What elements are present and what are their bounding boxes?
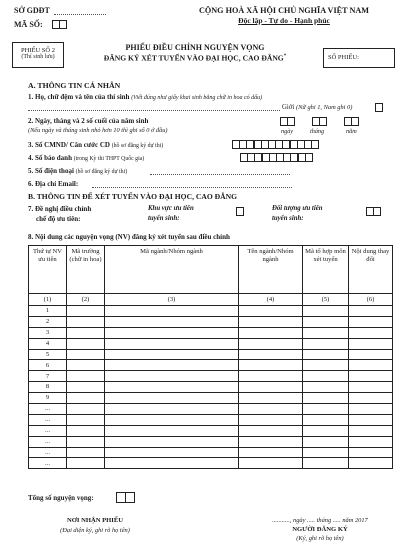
table-cell[interactable] [67, 349, 105, 360]
table-cell[interactable] [105, 404, 239, 415]
field-6-label: 6. Địa chỉ Email: [28, 180, 79, 188]
col-header-ten-nganh: Tên ngành/Nhóm ngành [239, 246, 303, 294]
table-cell[interactable] [303, 349, 349, 360]
nam-boxes[interactable] [344, 117, 359, 126]
date-line: ..........., ngày ..... tháng ..... năm 2017 [272, 517, 368, 524]
phone-input[interactable] [150, 168, 290, 175]
row-order: ... [29, 447, 67, 458]
so-phieu-label: SỐ PHIẾU: [328, 54, 359, 61]
phieu-so: PHIẾU SỐ 2 [21, 47, 55, 54]
table-cell[interactable] [349, 349, 393, 360]
table-cell[interactable] [67, 382, 105, 393]
ma-so-label: MÃ SỐ: [14, 20, 43, 29]
table-cell[interactable] [349, 425, 393, 436]
table-cell[interactable] [349, 436, 393, 447]
noi-nhan-label: NƠI NHẬN PHIẾU [66, 517, 124, 524]
table-cell[interactable] [349, 414, 393, 425]
field-1-note: (Viết đúng như giấy khai sinh bằng chữ in hoa có dấu) [131, 95, 263, 101]
field-7-label-2: chế độ ưu tiên: [36, 215, 81, 223]
thang-boxes[interactable] [312, 117, 327, 126]
table-cell[interactable] [303, 404, 349, 415]
col-header-ma-truong: Mã trường (chữ in hoa) [67, 246, 105, 294]
field-1-row [28, 93, 262, 102]
doi-tuong-label-1: Đối tượng ưu tiên [272, 205, 323, 212]
table-row [29, 338, 393, 349]
table-cell[interactable] [105, 349, 239, 360]
table-cell[interactable] [303, 436, 349, 447]
table-cell[interactable] [105, 360, 239, 371]
table-cell[interactable] [67, 425, 105, 436]
table-cell[interactable] [105, 393, 239, 404]
table-row [29, 458, 393, 469]
row-order: 7 [29, 371, 67, 382]
nguyen-vong-table [28, 245, 393, 469]
table-cell[interactable] [67, 360, 105, 371]
col-header-ma-to-hop: Mã tổ hợp môn xét tuyển [303, 246, 349, 294]
table-cell[interactable] [349, 316, 393, 327]
column-number: (4) [239, 294, 303, 306]
table-cell[interactable] [349, 404, 393, 415]
table-row [29, 425, 393, 436]
table-cell[interactable] [239, 371, 303, 382]
so-gddt-label: SỞ GDĐT [14, 6, 50, 15]
row-order: 6 [29, 360, 67, 371]
khu-vuc-label-2: tuyển sinh: [148, 215, 180, 222]
table-cell[interactable] [67, 404, 105, 415]
column-number: (5) [303, 294, 349, 306]
table-row [29, 382, 393, 393]
field-7-label-1: 7. Đề nghị điều chỉnh [28, 205, 92, 213]
table-cell[interactable] [239, 393, 303, 404]
gioi-box[interactable] [375, 103, 383, 112]
table-cell[interactable] [239, 436, 303, 447]
row-order: 2 [29, 316, 67, 327]
row-order: 8 [29, 382, 67, 393]
table-cell[interactable] [349, 382, 393, 393]
phieu-note: (Thí sinh lưu) [21, 54, 55, 61]
table-cell[interactable] [239, 447, 303, 458]
ngay-caption: ngày [281, 128, 294, 135]
table-cell[interactable] [105, 371, 239, 382]
table-cell[interactable] [67, 306, 105, 317]
doi-tuong-boxes[interactable] [366, 207, 381, 216]
table-cell[interactable] [67, 338, 105, 349]
table-cell[interactable] [239, 382, 303, 393]
section-a-title: A. THÔNG TIN CÁ NHÂN [28, 81, 121, 90]
ngay-boxes[interactable] [280, 117, 295, 126]
field-4-row: 4. Số báo danh (trong Kỳ thi THPT Quốc gia) [28, 154, 145, 162]
field-3-row: 3. Số CMND/ Căn cước CD (hồ sơ đăng ký dự thi) [28, 141, 164, 149]
email-input[interactable] [92, 181, 292, 188]
table-cell[interactable] [303, 425, 349, 436]
table-cell[interactable] [349, 327, 393, 338]
table-cell[interactable] [349, 360, 393, 371]
table-cell[interactable] [105, 447, 239, 458]
table-cell[interactable] [239, 316, 303, 327]
table-row [29, 316, 393, 327]
table-cell[interactable] [303, 393, 349, 404]
table-row [29, 371, 393, 382]
nam-caption: năm [346, 128, 357, 135]
field-5-row: 5. Số điện thoại (hồ sơ đăng ký dự thi) [28, 167, 128, 175]
form-title-1: PHIẾU ĐIỀU CHỈNH NGUYỆN VỌNG [125, 43, 265, 52]
noi-nhan-note: (Đại diện ký, ghi rõ họ tên) [60, 527, 130, 534]
table-row [29, 414, 393, 425]
table-cell[interactable] [67, 447, 105, 458]
table-cell[interactable] [303, 338, 349, 349]
table-cell[interactable] [349, 447, 393, 458]
sbd-boxes[interactable] [240, 153, 313, 162]
table-cell[interactable] [105, 414, 239, 425]
table-row [29, 360, 393, 371]
table-cell[interactable] [349, 458, 393, 469]
table-row [29, 447, 393, 458]
nguoi-dang-ky-note: (Ký, ghi rõ họ tên) [296, 535, 344, 542]
table-cell[interactable] [67, 436, 105, 447]
table-cell[interactable] [67, 458, 105, 469]
table-cell[interactable] [239, 327, 303, 338]
table-cell[interactable] [303, 327, 349, 338]
table-cell[interactable] [349, 338, 393, 349]
table-row [29, 306, 393, 317]
so-gddt-line [54, 8, 106, 15]
col-header-thu-tu: Thứ tự NV ưu tiên [29, 246, 67, 294]
table-cell[interactable] [239, 425, 303, 436]
field-1-label: 1. Họ, chữ đệm và tên của thí sinh [28, 93, 130, 101]
column-number: (6) [349, 294, 393, 306]
khu-vuc-label-1: Khu vực ưu tiên [148, 205, 194, 212]
quoc-hieu: CỘNG HOÀ XÃ HỘI CHỦ NGHĨA VIỆT NAM [198, 6, 370, 15]
phieu-so-box [12, 42, 64, 68]
table-cell[interactable] [303, 447, 349, 458]
table-cell[interactable] [105, 306, 239, 317]
table-cell[interactable] [239, 306, 303, 317]
cmnd-boxes[interactable] [232, 140, 319, 149]
table-cell[interactable] [303, 316, 349, 327]
table-row [29, 436, 393, 447]
column-number: (2) [67, 294, 105, 306]
table-cell[interactable] [105, 436, 239, 447]
row-order: ... [29, 404, 67, 415]
row-order: 1 [29, 306, 67, 317]
row-order: 3 [29, 327, 67, 338]
khu-vuc-box[interactable] [236, 207, 244, 216]
table-cell[interactable] [239, 360, 303, 371]
table-cell[interactable] [67, 327, 105, 338]
field-8-label: 8. Nội dung các nguyện vọng (NV) đăng ký xét tuyển sau điều chỉnh [28, 233, 230, 241]
form-title-2: ĐĂNG KÝ XÉT TUYỂN VÀO ĐẠI HỌC, CAO ĐẲNG* [103, 53, 287, 63]
table-cell[interactable] [105, 382, 239, 393]
section-b-title: B. THÔNG TIN ĐỂ XÉT TUYỂN VÀO ĐẠI HỌC, CAO ĐẲNG [28, 192, 238, 201]
doi-tuong-label-2: tuyển sinh: [272, 215, 304, 222]
ma-so-boxes[interactable] [52, 20, 67, 29]
table-cell[interactable] [239, 338, 303, 349]
table-cell[interactable] [349, 371, 393, 382]
row-order: ... [29, 425, 67, 436]
table-cell[interactable] [239, 458, 303, 469]
column-number-row [29, 294, 393, 306]
table-cell[interactable] [303, 371, 349, 382]
table-cell[interactable] [349, 306, 393, 317]
row-order: 5 [29, 349, 67, 360]
table-row [29, 404, 393, 415]
table-cell[interactable] [105, 327, 239, 338]
field-2-label: 2. Ngày, tháng và 2 số cuối của năm sinh [28, 117, 149, 125]
table-cell[interactable] [303, 360, 349, 371]
tong-so-label: Tổng số nguyện vọng: [28, 494, 94, 502]
thang-caption: tháng [310, 128, 325, 135]
table-cell[interactable] [239, 404, 303, 415]
field-1-gioi: Giới (Nữ ghi 1, Nam ghi 0) [282, 104, 353, 111]
row-order: ... [29, 436, 67, 447]
table-cell[interactable] [67, 371, 105, 382]
table-cell[interactable] [303, 382, 349, 393]
table-cell[interactable] [239, 349, 303, 360]
table-row [29, 349, 393, 360]
tieu-ngu: Độc lập - Tự do - Hạnh phúc [238, 16, 330, 25]
table-cell[interactable] [105, 316, 239, 327]
column-number: (1) [29, 294, 67, 306]
table-cell[interactable] [105, 458, 239, 469]
table-cell[interactable] [303, 414, 349, 425]
table-cell[interactable] [349, 393, 393, 404]
column-number: (3) [105, 294, 239, 306]
table-cell[interactable] [239, 414, 303, 425]
col-header-ma-nganh: Mã ngành/Nhóm ngành [105, 246, 239, 294]
field-1-input[interactable] [28, 104, 280, 111]
table-cell[interactable] [67, 393, 105, 404]
table-cell[interactable] [303, 306, 349, 317]
so-phieu-box[interactable] [323, 48, 395, 68]
table-cell[interactable] [67, 316, 105, 327]
table-row [29, 393, 393, 404]
row-order: ... [29, 414, 67, 425]
table-cell[interactable] [303, 458, 349, 469]
row-order: 4 [29, 338, 67, 349]
table-header-row [29, 246, 393, 294]
table-cell[interactable] [105, 425, 239, 436]
tong-so-boxes[interactable] [116, 492, 135, 503]
table-row [29, 327, 393, 338]
col-header-noi-dung: Nội dung thay đổi [349, 246, 393, 294]
field-2-note: (Nếu ngày và tháng sinh nhỏ hơn 10 thì ghi số 0 ở đầu) [28, 127, 168, 134]
nguoi-dang-ky-label: NGƯỜI ĐĂNG KÝ [292, 526, 348, 533]
table-cell[interactable] [67, 414, 105, 425]
row-order: ... [29, 458, 67, 469]
row-order: 9 [29, 393, 67, 404]
table-cell[interactable] [105, 338, 239, 349]
